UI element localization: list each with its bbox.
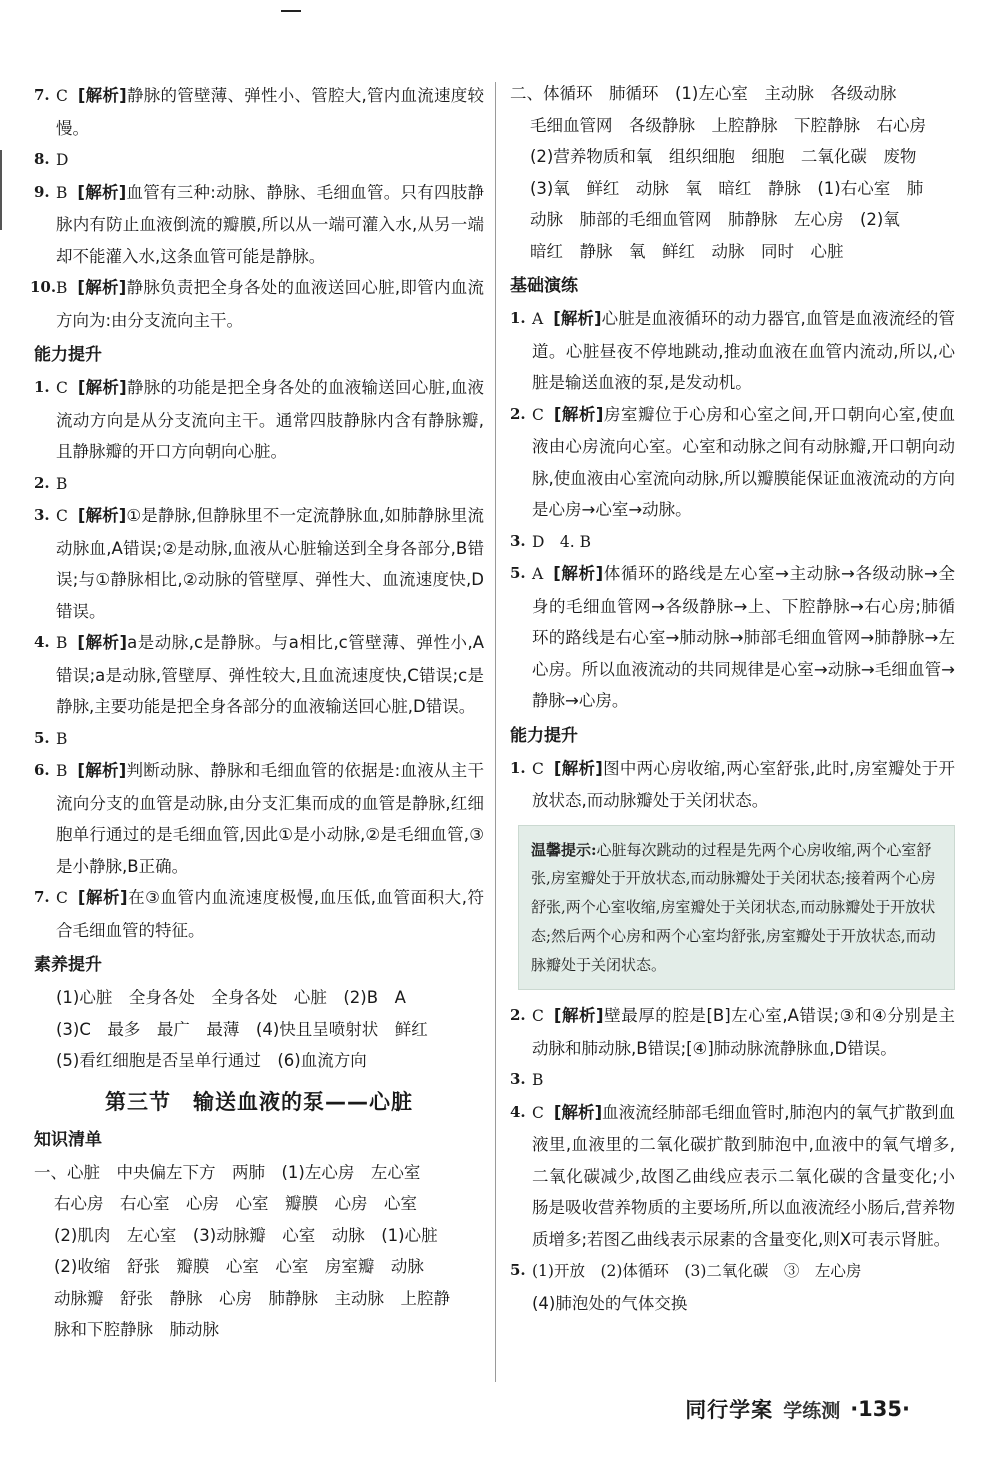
item-answer: C — [56, 507, 68, 525]
item-number: 3. — [34, 506, 50, 524]
answer-list-c — [510, 303, 955, 717]
answer-item — [34, 144, 484, 177]
item-number: 5. — [510, 564, 526, 582]
answer-item — [510, 526, 955, 559]
answer-item — [510, 1000, 955, 1064]
heading-knowledge: 知识清单 — [34, 1129, 102, 1150]
item-answer: A — [532, 310, 544, 328]
analysis-tag: [解析] — [77, 888, 128, 907]
item-answer: C — [532, 1007, 544, 1026]
answer-item — [34, 723, 484, 756]
item-explanation: 静脉负责把全身各处的血液送回心脏,即管内血流方向为:由分支流向主干。 — [56, 278, 484, 330]
knowledge-line: 脉和下腔静脉 肺动脉 — [54, 1320, 219, 1339]
item-answer: B — [56, 474, 68, 493]
item-answer: B — [56, 183, 68, 202]
heading-basic: 基础演练 — [510, 276, 578, 296]
knowledge-line: 一、心脏 中央偏左下方 两肺 (1)左心房 左心室 — [34, 1162, 421, 1182]
answer-item — [510, 1097, 955, 1256]
answer-list-d — [510, 753, 955, 817]
right-column — [510, 80, 955, 1319]
analysis-tag: [解析] — [553, 404, 604, 424]
circulation-line: (3)氧 鲜红 动脉 氧 暗红 静脉 (1)右心室 肺 — [530, 178, 924, 198]
quality-line: (3)C 最多 最广 最薄 (4)快且呈喷射状 鲜红 — [56, 1019, 428, 1039]
item-number: 1. — [510, 309, 526, 327]
footer-sub: 学练测 — [783, 1399, 841, 1422]
tip-label: 温馨提示: — [531, 840, 597, 859]
item-explanation: 血管有三种:动脉、静脉、毛细血管。只有四肢静脉内有防止血液倒流的瓣膜,所以从一端可灌入水,从另一端却不能灌入水,这条血管可能是静脉。 — [56, 182, 484, 266]
circulation-line: 暗红 静脉 氧 鲜红 动脉 同时 心脏 — [530, 241, 844, 261]
item-answer: C — [56, 379, 68, 397]
knowledge-line: 动脉瓣 舒张 静脉 心房 肺静脉 主动脉 上腔静 — [54, 1288, 450, 1308]
item-explanation: 房室瓣位于心房和心室之间,开口朝向心室,使血液由心房流向心室。心室和动脉之间有动脉瓣,开口朝向动脉,使血液由心室流向动脉,所以瓣膜能保证血液流动的方向是心房→心室→动脉。 — [532, 404, 955, 519]
heading-quality: 素养提升 — [34, 955, 102, 975]
item-answer: D — [56, 151, 69, 169]
knowledge-list — [34, 1157, 484, 1346]
circulation-list — [510, 78, 955, 267]
answer-list-a — [30, 80, 484, 336]
tip-box — [518, 825, 955, 991]
item-number: 2. — [34, 473, 50, 492]
answer-item — [30, 272, 484, 336]
circulation-line: 二、体循环 肺循环 (1)左心室 主动脉 各级动脉 — [510, 84, 897, 103]
item-answer: C — [532, 1103, 544, 1122]
item-number: 1. — [34, 378, 50, 396]
item-number: 4. — [34, 633, 50, 651]
column-divider — [495, 82, 496, 1382]
item-answer: B — [56, 279, 68, 297]
footer-brand: 同行学案 — [685, 1398, 774, 1422]
item-answer: B — [532, 1071, 544, 1090]
answer-item — [510, 1255, 955, 1288]
item-answer: A — [532, 565, 544, 583]
answer-item — [510, 399, 955, 526]
item-explanation: 在③血管内血流速度极慢,血压低,血管面积大,符合毛细血管的特征。 — [56, 888, 484, 940]
item-answer: D 4. B — [532, 532, 592, 551]
item-explanation: 血液流经肺部毛细血管时,肺泡内的氧气扩散到血液里,血液里的二氧化碳扩散到肺泡中,血液中的氧气增多,二氧化碳减少,故图乙曲线应表示二氧化碳的含量变化;小肠是吸收营养物质的主要场所,所以血液流经小肠后,营养物质增多;若图乙曲线表示尿素的含量变化,则X可表示肾脏。 — [532, 1102, 955, 1249]
item-number: 9. — [34, 182, 50, 201]
item-explanation: 体循环的路线是左心室→主动脉→各级动脉→全身的毛细血管网→各级静脉→上、下腔静脉→右心房;肺循环的路线是右心室→肺动脉→肺部毛细血管网→肺静脉→左心房。所以血液流动的共同规律是心室→动脉→毛细血管→静脉→心房。 — [532, 564, 955, 710]
quality-answers — [34, 982, 484, 1077]
item-answer: B — [56, 762, 68, 780]
heading-ability-left: 能力提升 — [34, 345, 102, 365]
answer-list-e — [510, 1000, 955, 1288]
item-number: 7. — [34, 888, 50, 906]
top-mark — [281, 10, 301, 12]
item-explanation: 壁最厚的腔是[B]左心室,A错误;③和④分别是主动脉和肺动脉,B错误;[④]肺动脉流静脉血,D错误。 — [532, 1006, 955, 1058]
answer-item — [510, 753, 955, 817]
analysis-tag: [解析] — [553, 564, 604, 583]
answer-item — [34, 177, 484, 273]
item-explanation: ①是静脉,但静脉里不一定流静脉血,如肺静脉里流动脉血,A错误;②是动脉,血液从心脏输送到全身各部分,B错误;与①静脉相比,②动脉的管壁厚、弹性大、血流速度快,D错误。 — [56, 506, 484, 621]
answer-item — [34, 755, 484, 882]
item-answer: C — [56, 889, 68, 907]
item-explanation: 图中两心房收缩,两心室舒张,此时,房室瓣处于开放状态,而动脉瓣处于关闭状态。 — [532, 758, 955, 810]
item-number: 3. — [510, 1070, 526, 1089]
item-number: 10. — [30, 278, 57, 296]
item-number: 7. — [34, 86, 50, 104]
answer-item — [34, 627, 484, 723]
item-answer: C — [56, 87, 68, 105]
item-explanation: 静脉的管壁薄、弹性小、管腔大,管内血流速度较慢。 — [56, 86, 484, 138]
tip-text: 心脏每次跳动的过程是先两个心房收缩,两个心室舒张,房室瓣处于开放状态,而动脉瓣处于关闭状态;接着两个心房舒张,两个心室收缩,房室瓣处于关闭状态,而动脉瓣处于开放状态;然后两个心房和两个心室均舒张,房室瓣处于开放状态,而动脉瓣处于关闭状态。 — [531, 840, 936, 974]
page-number: ·135· — [850, 1397, 910, 1421]
item-explanation: 静脉的功能是把全身各处的血液输送回心脏,血液流动方向是从分支流向主干。通常四肢静脉内含有静脉瓣,且静脉瓣的开口方向朝向心脏。 — [56, 378, 484, 461]
analysis-tag: [解析] — [77, 182, 127, 202]
knowledge-line: (2)收缩 舒张 瓣膜 心室 心室 房室瓣 动脉 — [54, 1257, 424, 1276]
answer-item — [34, 468, 484, 501]
analysis-tag: [解析] — [77, 378, 127, 397]
item-answer: C — [532, 405, 544, 424]
item-number: 6. — [34, 761, 50, 779]
item-explanation: 判断动脉、静脉和毛细血管的依据是:血液从主干流向分支的血管是动脉,由分支汇集而成的血管是静脉,红细胞单行通过的是毛细血管,因此①是小动脉,②是毛细血管,③是小静脉,B正确。 — [56, 761, 484, 876]
circulation-line: 动脉 肺部的毛细血管网 肺静脉 左心房 (2)氧 — [530, 210, 900, 229]
item-answer: C — [532, 759, 544, 778]
answer-item — [34, 80, 484, 144]
item-number: 1. — [510, 758, 526, 777]
quality-line: (1)心脏 全身各处 全身各处 心脏 (2)B A — [56, 988, 406, 1007]
analysis-tag: [解析] — [77, 506, 127, 525]
item-number: 4. — [510, 1102, 526, 1121]
item-answer: (1)开放 (2)体循环 (3)二氧化碳 ③ 左心房 — [532, 1262, 862, 1281]
answer-item — [510, 558, 955, 717]
heading-ability-right: 能力提升 — [510, 725, 578, 746]
analysis-tag: [解析] — [77, 86, 127, 105]
answer-item — [34, 500, 484, 627]
page-footer — [685, 1394, 910, 1424]
analysis-tag: [解析] — [77, 761, 127, 780]
answer-item — [510, 1064, 955, 1097]
analysis-tag: [解析] — [77, 633, 128, 652]
item-number: 5. — [510, 1261, 526, 1280]
item5-line2: (4)肺泡处的气体交换 — [532, 1293, 688, 1313]
item-number: 3. — [510, 531, 526, 550]
binding-edge-mark — [0, 150, 2, 230]
item-number: 2. — [510, 404, 526, 423]
answer-item — [34, 372, 484, 468]
item-answer: B — [56, 634, 68, 652]
left-column — [30, 80, 484, 1346]
quality-line: (5)看红细胞是否呈单行通过 (6)血流方向 — [56, 1051, 367, 1070]
item-explanation: a是动脉,c是静脉。与a相比,c管壁薄、弹性小,A错误;a是动脉,管壁厚、弹性较大,且血流速度快,C错误;c是静脉,主要功能是把全身各部分的血液输送回心脏,D错误。 — [56, 633, 484, 716]
section-title: 第三节 输送血液的泵——心脏 — [105, 1089, 413, 1114]
answer-list-b — [34, 372, 484, 946]
circulation-line: (2)营养物质和氧 组织细胞 细胞 二氧化碳 废物 — [530, 147, 917, 166]
knowledge-line: (2)肌肉 左心室 (3)动脉瓣 心室 动脉 (1)心脏 — [54, 1225, 438, 1245]
item-number: 5. — [34, 728, 50, 747]
item-answer: B — [56, 729, 68, 748]
analysis-tag: [解析] — [553, 1006, 604, 1026]
analysis-tag: [解析] — [77, 278, 127, 297]
circulation-line: 毛细血管网 各级静脉 上腔静脉 下腔静脉 右心房 — [530, 115, 926, 135]
knowledge-line: 右心房 右心室 心房 心室 瓣膜 心房 心室 — [54, 1194, 417, 1213]
item-number: 2. — [510, 1006, 526, 1025]
analysis-tag: [解析] — [553, 758, 603, 778]
item-number: 8. — [34, 150, 50, 168]
answer-item — [34, 882, 484, 946]
analysis-tag: [解析] — [553, 1102, 603, 1122]
analysis-tag: [解析] — [553, 309, 602, 328]
answer-item — [510, 303, 955, 399]
item-explanation: 心脏是血液循环的动力器官,血管是血液流经的管道。心脏昼夜不停地跳动,推动血液在血管内流动,所以,心脏是输送血液的泵,是发动机。 — [532, 309, 955, 392]
